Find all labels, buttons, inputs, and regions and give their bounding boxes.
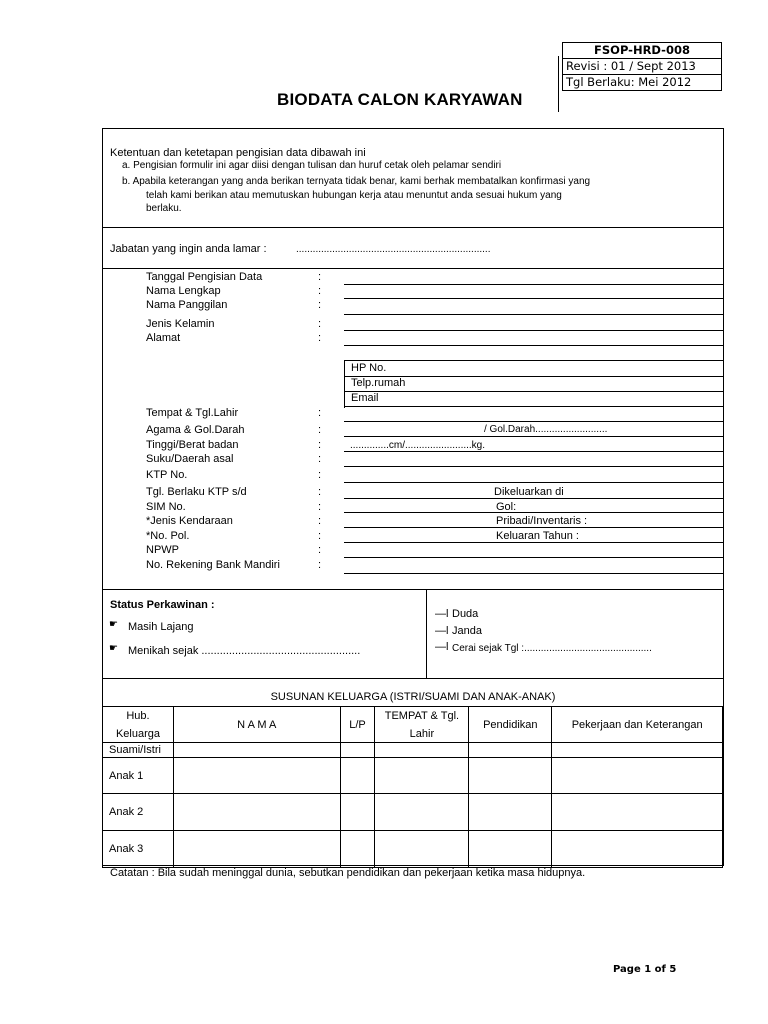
fill-line[interactable] — [344, 284, 724, 285]
fill-line[interactable] — [344, 482, 724, 483]
rule-b-1: b. Apabila keterangan yang anda berikan ternyata tidak benar, kami berhak membatalkan konfirmasi yang — [122, 176, 591, 187]
col-nama: N A M A — [173, 707, 340, 743]
family-note: Catatan : Bila sudah meninggal dunia, sebutkan pendidikan dan pekerjaan ketika masa hidupnya. — [110, 867, 586, 879]
label-agama: Agama & Gol.Darah — [146, 424, 245, 436]
fill-line[interactable] — [344, 391, 724, 392]
cell[interactable] — [340, 758, 375, 794]
label-npwp: NPWP — [146, 544, 179, 556]
colon: : — [318, 271, 322, 283]
rule-a: a. Pengisian formulir ini agar diisi dengan tulisan dan huruf cetak oleh pelamar sendiri — [122, 160, 502, 171]
fill-line[interactable] — [344, 557, 724, 558]
colon: : — [318, 501, 322, 513]
cell[interactable] — [340, 743, 375, 758]
cell[interactable] — [173, 758, 340, 794]
col-pekerjaan: Pekerjaan dan Keterangan — [552, 707, 723, 743]
page-number: Page 1 of 5 — [613, 964, 677, 975]
table-header-row — [103, 707, 723, 743]
rules-heading: Ketentuan dan ketetapan pengisian data dibawah ini — [110, 147, 366, 159]
label-ttl: Tempat & Tgl.Lahir — [146, 407, 239, 419]
option-lajang[interactable]: Masih Lajang — [128, 621, 194, 633]
fill-line[interactable] — [344, 466, 724, 467]
divider — [102, 678, 724, 679]
colon: : — [318, 332, 322, 344]
table-row — [103, 743, 723, 758]
colon: : — [318, 424, 322, 436]
colon: : — [318, 453, 322, 465]
colon: : — [318, 544, 322, 556]
colon: : — [318, 299, 322, 311]
divider — [102, 589, 724, 590]
divider — [102, 227, 724, 228]
fill-line[interactable] — [344, 527, 724, 528]
family-table — [102, 706, 723, 868]
goldarah-field[interactable]: / Gol.Darah.......................... — [484, 424, 608, 435]
cell[interactable] — [469, 794, 552, 831]
colon: : — [318, 407, 322, 419]
label-rekening: No. Rekening Bank Mandiri — [146, 559, 280, 571]
label-tinggi: Tinggi/Berat badan — [146, 439, 239, 451]
fill-line[interactable] — [344, 360, 724, 361]
position-field[interactable]: ...................................................................... — [296, 244, 491, 255]
cell[interactable] — [552, 831, 723, 868]
label-pribadi: Pribadi/Inventaris : — [496, 515, 588, 527]
table-row — [103, 794, 723, 831]
col-ttl — [375, 707, 469, 743]
family-heading: SUSUNAN KELUARGA (ISTRI/SUAMI DAN ANAK-ANAK) — [270, 691, 556, 703]
cell[interactable] — [340, 794, 375, 831]
label-keluaran: Keluaran Tahun : — [496, 530, 579, 542]
label-berlaku-ktp: Tgl. Berlaku KTP s/d — [146, 486, 247, 498]
fill-line[interactable] — [344, 314, 724, 315]
option-menikah[interactable]: Menikah sejak .................................................... — [128, 645, 361, 657]
label-kendaraan: *Jenis Kendaraan — [146, 515, 233, 527]
row-label: Anak 2 — [103, 794, 174, 831]
fill-line[interactable] — [344, 542, 724, 543]
cell[interactable] — [552, 794, 723, 831]
col-pendidikan: Pendidikan — [469, 707, 552, 743]
colon: : — [318, 285, 322, 297]
row-label: Anak 1 — [103, 758, 174, 794]
fill-line[interactable] — [344, 573, 724, 574]
fill-line[interactable] — [344, 451, 724, 452]
cell[interactable] — [340, 831, 375, 868]
cell[interactable] — [375, 743, 469, 758]
marital-bullet-icon: ☛ — [109, 619, 118, 630]
label-nama: Nama Lengkap — [146, 285, 221, 297]
fill-line[interactable] — [344, 345, 724, 346]
table-row — [103, 758, 723, 794]
colon: : — [318, 469, 322, 481]
marital-bullet-icon: ☛ — [109, 643, 118, 654]
rule-b-2: telah kami berikan atau memutuskan hubungan kerja atau menuntut anda sesuai hukum yang — [146, 190, 562, 201]
label-tanggal: Tanggal Pengisian Data — [146, 271, 263, 283]
option-duda[interactable]: Duda — [452, 608, 479, 620]
label-kelamin: Jenis Kelamin — [146, 318, 215, 330]
label-hp: HP No. — [351, 362, 387, 374]
contact-divider — [344, 360, 345, 408]
colon: : — [318, 559, 322, 571]
doc-code: FSOP-HRD-008 — [594, 43, 690, 57]
label-sim: SIM No. — [146, 501, 186, 513]
page-title: BIODATA CALON KARYAWAN — [277, 90, 523, 109]
label-ktp: KTP No. — [146, 469, 188, 481]
option-cerai[interactable]: Cerai sejak Tgl :.............................................. — [452, 643, 652, 654]
cell[interactable] — [173, 794, 340, 831]
colon: : — [318, 530, 322, 542]
marital-heading: Status Perkawinan : — [110, 599, 215, 611]
colon: : — [318, 439, 322, 451]
cell[interactable] — [469, 743, 552, 758]
label-alamat: Alamat — [146, 332, 181, 344]
label-panggilan: Nama Panggilan — [146, 299, 228, 311]
cell[interactable] — [375, 758, 469, 794]
document-code-box — [562, 42, 722, 91]
divider — [102, 268, 724, 269]
marital-divider — [426, 589, 427, 678]
cell[interactable] — [375, 794, 469, 831]
cell[interactable] — [552, 758, 723, 794]
colon: : — [318, 318, 322, 330]
cell[interactable] — [173, 831, 340, 868]
tinggi-field[interactable]: ..............cm/........................kg. — [350, 440, 486, 451]
label-dikeluarkan: Dikeluarkan di — [494, 486, 564, 498]
fill-line[interactable] — [344, 298, 724, 299]
table-row — [103, 831, 723, 868]
col-hub-line1: Hub. — [126, 709, 150, 722]
fill-line[interactable] — [344, 512, 724, 513]
row-label: Suami/Istri — [103, 743, 174, 758]
cell[interactable] — [375, 831, 469, 868]
colon: : — [318, 486, 322, 498]
label-telp: Telp.rumah — [351, 377, 406, 389]
option-janda[interactable]: Janda — [452, 625, 482, 637]
label-gol: Gol: — [496, 501, 517, 513]
label-nopol: *No. Pol. — [146, 530, 190, 542]
label-suku: Suku/Daerah asal — [146, 453, 234, 465]
effective-date: Tgl Berlaku: Mei 2012 — [563, 74, 721, 90]
cell[interactable] — [173, 743, 340, 758]
fill-line[interactable] — [344, 436, 724, 437]
col-hub — [103, 707, 174, 743]
header-divider — [558, 56, 559, 112]
cell[interactable] — [469, 758, 552, 794]
col-ttl-line2: Lahir — [409, 727, 435, 740]
row-label: Anak 3 — [103, 831, 174, 868]
fill-line[interactable] — [344, 330, 724, 331]
checkbox-icon[interactable]: —l — [435, 625, 449, 637]
position-label: Jabatan yang ingin anda lamar : — [110, 243, 267, 255]
checkbox-icon[interactable]: —l — [435, 608, 449, 620]
col-ttl-line1: TEMPAT & Tgl. — [384, 709, 460, 722]
label-email: Email — [351, 392, 379, 404]
col-lp: L/P — [340, 707, 375, 743]
fill-line[interactable] — [344, 406, 724, 407]
colon: : — [318, 515, 322, 527]
fill-line[interactable] — [344, 421, 724, 422]
cell[interactable] — [469, 831, 552, 868]
fill-line[interactable] — [344, 498, 724, 499]
revision: Revisi : 01 / Sept 2013 — [563, 58, 721, 74]
checkbox-icon[interactable]: —l — [435, 641, 449, 653]
rule-b-3: berlaku. — [146, 203, 182, 214]
col-hub-line2: Keluarga — [115, 727, 160, 740]
cell[interactable] — [552, 743, 723, 758]
